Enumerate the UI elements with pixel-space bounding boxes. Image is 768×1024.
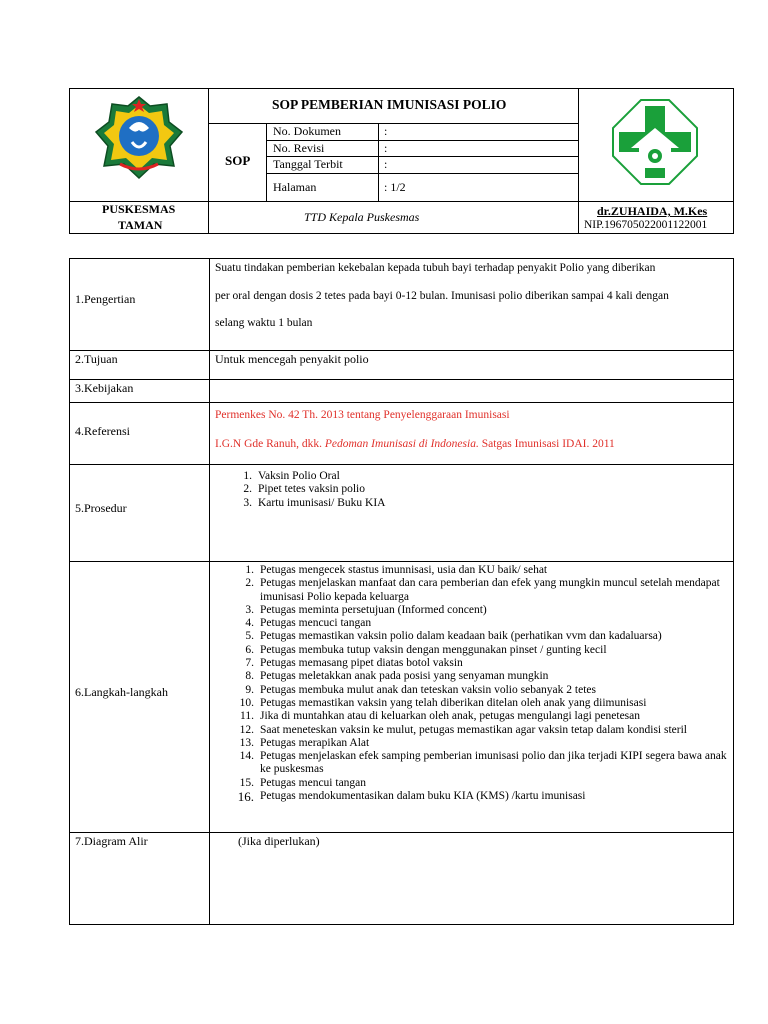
signature-label: TTD Kepala Puskesmas <box>304 210 420 224</box>
list-item: 5. Petugas memastikan vaksin polio dalam keadaan baik (perhatikan vvm dan kadaluarsa) <box>245 630 662 643</box>
pengertian-line-1: Suatu tindakan pemberian kekebalan kepada tubuh bayi terhadap penyakit Polio yang diberikan <box>215 262 656 274</box>
head-name: dr.ZUHAIDA, M.Kes <box>597 204 708 218</box>
referensi-2 <box>215 438 615 450</box>
meta-label-halaman: Halaman <box>273 180 317 194</box>
puskesmas-label: PUSKESMAS <box>102 202 176 216</box>
langkah-list <box>234 564 730 803</box>
meta-label-dokumen: No. Dokumen <box>273 124 341 138</box>
list-item: 3. Kartu imunisasi/ Buku KIA <box>243 496 386 509</box>
list-item: 9. Petugas membuka mulut anak dan teteskan vaksin volio sebanyak 2 tetes <box>245 683 596 696</box>
label-referensi: 4.Referensi <box>75 424 130 438</box>
pengertian-line-2: per oral dengan dosis 2 tetes pada bayi 0-12 bulan. Imunisasi polio diberikan sampai 4 kali dengan <box>215 290 669 302</box>
meta-value-tanggal: : <box>384 157 388 171</box>
puskesmas-name: TAMAN <box>118 218 163 232</box>
meta-label-tanggal: Tanggal Terbit <box>273 157 343 171</box>
label-tujuan: 2.Tujuan <box>75 352 118 366</box>
list-item: 3. Petugas meminta persetujuan (Informed concent) <box>245 603 487 616</box>
referensi-2-title: Pedoman Imunisasi di Indonesia. <box>324 438 479 450</box>
list-item: 1. Petugas mengecek stastus imunnisasi, usia dan KU baik/ sehat <box>245 564 548 576</box>
list-item: 2. Petugas menjelaskan manfaat dan cara pemberian dan efek yang mungkin muncul setelah mendapat imunisasi Polio kepada keluarga <box>245 577 720 603</box>
diagram-text: (Jika diperlukan) <box>238 834 320 848</box>
puskesmas-logo <box>611 98 699 186</box>
regency-emblem-logo <box>92 94 187 184</box>
list-item: 6. Petugas membuka tutup vaksin dengan menggunakan pinset / gunting kecil <box>245 643 607 656</box>
list-item: 2. Pipet tetes vaksin polio <box>243 483 366 496</box>
list-item: 16. Petugas mendokumentasikan dalam buku KIA (KMS) /kartu imunisasi <box>237 789 586 805</box>
meta-value-dokumen: : <box>384 124 388 138</box>
label-kebijakan: 3.Kebijakan <box>75 381 134 395</box>
list-item: 14. Petugas menjelaskan efek samping pemberian imunisasi polio dan jika terjadi KIPI segera bawa anak ke puskesmas <box>239 750 727 776</box>
prosedur-list <box>232 470 692 510</box>
label-diagram: 7.Diagram Alir <box>75 834 148 848</box>
list-item: 15. Petugas mencui tangan <box>239 776 367 789</box>
pengertian-line-3: selang waktu 1 bulan <box>215 317 313 329</box>
list-item: 10. Petugas memastikan vaksin yang telah diberikan ditelan oleh anak yang diimunisasi <box>239 696 647 709</box>
list-item: 4. Petugas mencuci tangan <box>245 617 372 630</box>
referensi-1: Permenkes No. 42 Th. 2013 tentang Penyelenggaraan Imunisasi <box>215 409 510 421</box>
list-item: 12. Saat meneteskan vaksin ke mulut, petugas memastikan agar vaksin tetap dalam kondisi steril <box>239 723 687 736</box>
label-langkah: 6.Langkah-langkah <box>75 685 168 699</box>
document-title: SOP PEMBERIAN IMUNISASI POLIO <box>272 97 507 112</box>
referensi-2-authors: I.G.N Gde Ranuh, dkk. <box>215 438 322 450</box>
sop-label: SOP <box>225 153 251 168</box>
meta-value-halaman: : 1/2 <box>384 180 406 194</box>
list-item: 11. Jika di muntahkan atau di keluarkan oleh anak, petugas mengulangi lagi penetesan <box>240 710 641 723</box>
label-prosedur: 5.Prosedur <box>75 501 127 515</box>
referensi-2-publisher: Satgas Imunisasi IDAI. 2011 <box>481 438 615 450</box>
label-pengertian: 1.Pengertian <box>75 292 136 306</box>
list-item: 13. Petugas merapikan Alat <box>239 736 370 749</box>
list-item: 7. Petugas memasang pipet diatas botol vaksin <box>245 657 463 670</box>
list-item: 1. Vaksin Polio Oral <box>243 470 340 482</box>
list-item: 8. Petugas meletakkan anak pada posisi yang senyaman mungkin <box>245 670 549 683</box>
meta-value-revisi: : <box>384 141 388 155</box>
meta-label-revisi: No. Revisi <box>273 141 325 155</box>
tujuan-text: Untuk mencegah penyakit polio <box>215 352 369 366</box>
head-nip: NIP.196705022001122001 <box>584 219 708 231</box>
